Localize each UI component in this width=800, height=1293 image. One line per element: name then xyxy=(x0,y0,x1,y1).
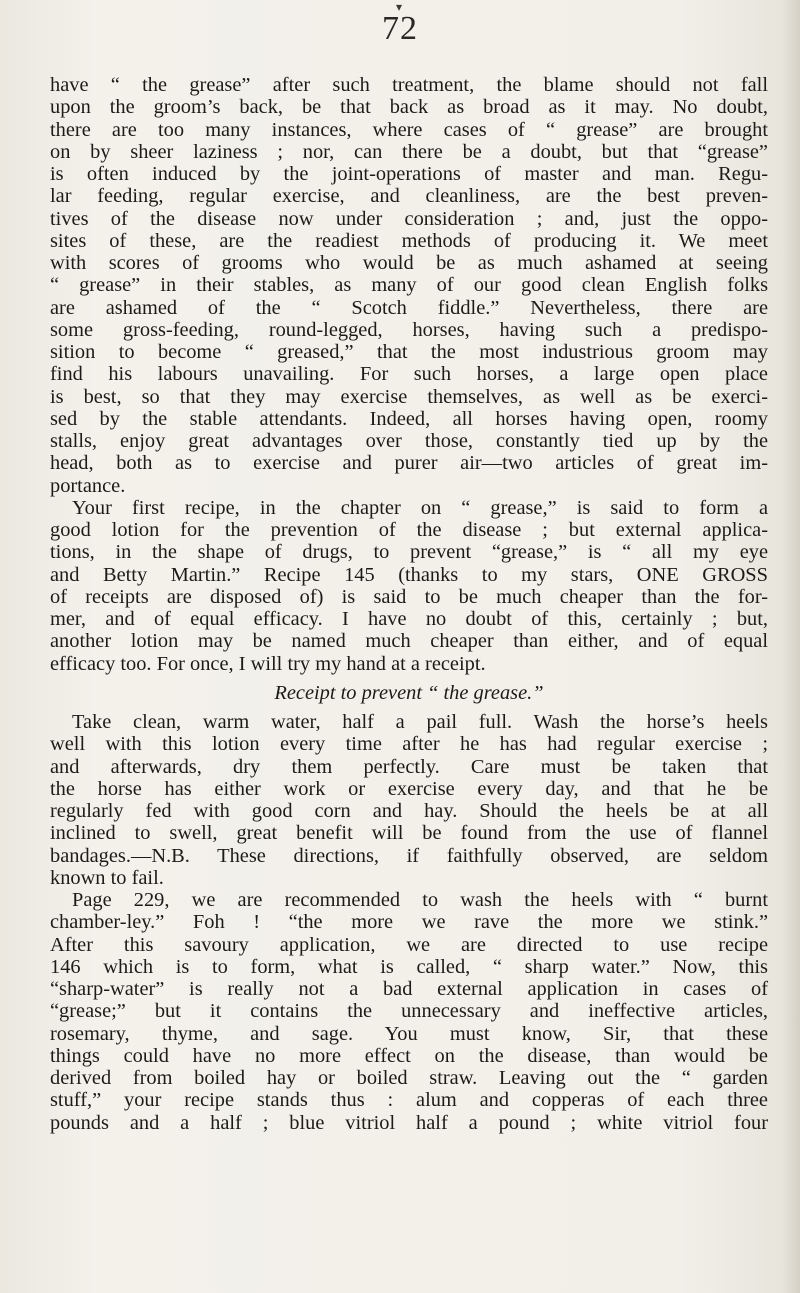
text-line: is often induced by the joint-operations of master and man. Regu- xyxy=(50,163,768,185)
text-line: portance. xyxy=(50,474,126,497)
text-line: are ashamed of the “ Scotch fiddle.” Nevertheless, there are xyxy=(50,296,768,319)
text-line: is best, so that they may exercise themselves, as well as be exerci- xyxy=(50,385,768,408)
text-line: find his labours unavailing. For such horses, a large open place xyxy=(50,363,768,386)
text-line: known to fail. xyxy=(50,866,164,889)
text-line: tives of the disease now under consideration ; and, just the oppo- xyxy=(50,207,768,230)
text-line: some gross-feeding, round-legged, horses, having such a predispo- xyxy=(50,318,768,341)
text-line: head, both as to exercise and purer air—two articles of great im- xyxy=(50,452,768,475)
text-line: and afterwards, dry them perfectly. Care must be taken that xyxy=(50,755,768,778)
text-line: Take clean, warm water, half a pail full. Wash the horse’s heels xyxy=(72,711,768,733)
text-line: things could have no more effect on the disease, than would be xyxy=(50,1044,768,1067)
text-line: inclined to swell, great benefit will be found from the use of flannel xyxy=(50,822,768,845)
page-edge-shadow xyxy=(782,0,800,1293)
text-line: good lotion for the prevention of the disease ; but external applica- xyxy=(50,519,768,541)
text-line: have “ the grease” after such treatment, the blame should not fall xyxy=(50,74,768,96)
page-body-text xyxy=(50,74,768,1134)
text-line: rosemary, thyme, and sage. You must know, Sir, that these xyxy=(50,1022,768,1045)
top-mark: ▾ xyxy=(396,0,403,14)
text-line: 146 which is to form, what is called, “ sharp water.” Now, this xyxy=(50,955,768,978)
text-line: “sharp-water” is really not a bad external application in cases of xyxy=(50,978,768,1000)
page-number: 72 xyxy=(382,10,418,47)
text-line: “ grease” in their stables, as many of our good clean English folks xyxy=(50,274,768,297)
text-line: sition to become “ greased,” that the most industrious groom may xyxy=(50,341,768,363)
text-line: well with this lotion every time after he has had regular exercise ; xyxy=(50,733,768,756)
text-line: derived from boiled hay or boiled straw. Leaving out the “ garden xyxy=(50,1067,768,1089)
text-line: efficacy too. For once, I will try my hand at a receipt. xyxy=(50,652,486,675)
text-line: “grease;” but it contains the unnecessary and ineffective articles, xyxy=(50,1000,768,1023)
text-line: there are too many instances, where cases of “ grease” are brought xyxy=(50,118,768,141)
text-line: of receipts are disposed of) is said to be much cheaper than the for- xyxy=(50,585,768,608)
text-line: stuff,” your recipe stands thus : alum and copperas of each three xyxy=(50,1089,768,1112)
text-line: chamber-ley.” Foh ! “the more we rave the more we stink.” xyxy=(50,911,768,934)
text-line: and Betty Martin.” Recipe 145 (thanks to my stars, ONE GROSS xyxy=(50,563,768,586)
text-line: on by sheer laziness ; nor, can there be a doubt, but that “grease” xyxy=(50,140,768,163)
text-line: stalls, enjoy great advantages over those, constantly tied up by the xyxy=(50,430,768,452)
section-heading: Receipt to prevent “ the grease.” xyxy=(274,681,544,704)
text-line: with scores of grooms who would be as much ashamed at seeing xyxy=(50,252,768,274)
text-line: Your first recipe, in the chapter on “ grease,” is said to form a xyxy=(72,496,768,519)
text-line: Page 229, we are recommended to wash the heels with “ burnt xyxy=(72,889,768,911)
text-line: sites of these, are the readiest methods of producing it. We meet xyxy=(50,229,768,252)
text-line: sed by the stable attendants. Indeed, all horses having open, roomy xyxy=(50,407,768,430)
text-line: After this savoury application, we are directed to use recipe xyxy=(50,933,768,956)
text-line: mer, and of equal efficacy. I have no doubt of this, certainly ; but, xyxy=(50,608,768,630)
text-line: pounds and a half ; blue vitriol half a pound ; white vitriol four xyxy=(50,1111,768,1134)
text-line: upon the groom’s back, be that back as broad as it may. No doubt, xyxy=(50,96,768,119)
text-line: lar feeding, regular exercise, and cleanliness, are the best preven- xyxy=(50,185,768,208)
text-line: the horse has either work or exercise every day, and that he be xyxy=(50,777,768,800)
text-line: regularly fed with good corn and hay. Should the heels be at all xyxy=(50,800,768,822)
text-line: tions, in the shape of drugs, to prevent “grease,” is “ all my eye xyxy=(50,541,768,564)
text-line: bandages.—N.B. These directions, if faithfully observed, are seldom xyxy=(50,844,768,867)
text-line: another lotion may be named much cheaper than either, and of equal xyxy=(50,630,768,653)
